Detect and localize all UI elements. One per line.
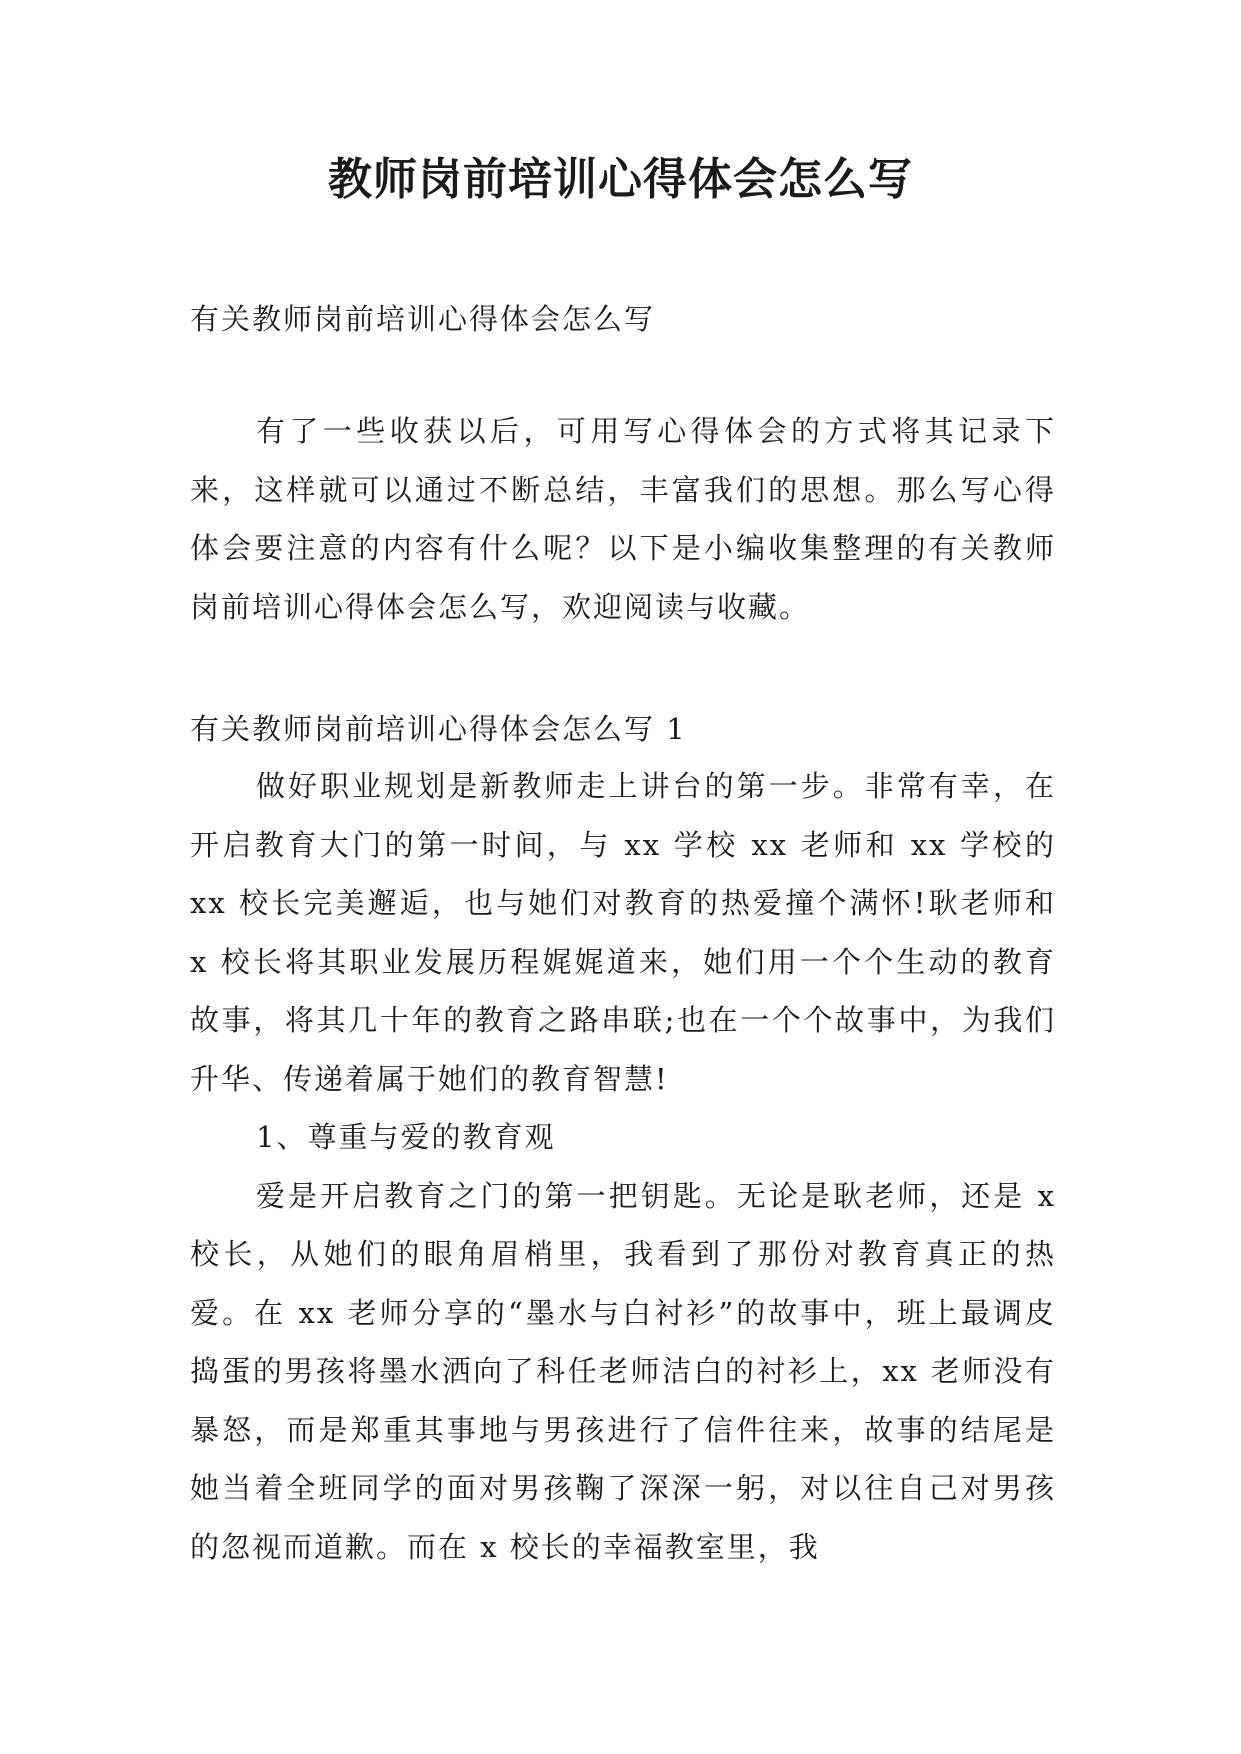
document-title: 教师岗前培训心得体会怎么写 (328, 154, 913, 205)
section-body (190, 757, 1056, 1576)
body-paragraph: 爱是开启教育之门的第一把钥匙。无论是耿老师，还是 x 校长，从她们的眼角眉梢里，我看到了那份对教育真正的热爱。在 xx 老师分享的“墨水与白衬衫”的故事中，班上最调皮捣蛋的男孩将墨水洒向了科任老师洁白的衬衫上，xx 老师没有暴怒，而是郑重其事地与男孩进行了信件往来，故事的结尾是她当着全班同学的面对男孩鞠了深深一躬，对以往自己对男孩的忽视而道歉。而在 x 校长的幸福教室里，我 (190, 1178, 1056, 1564)
subsection-heading: 1、尊重与爱的教育观 (256, 1120, 556, 1154)
section-heading: 有关教师岗前培训心得体会怎么写 1 (190, 712, 687, 746)
body-paragraph: 做好职业规划是新教师走上讲台的第一步。非常有幸，在开启教育大门的第一时间，与 xx 学校 xx 老师和 xx 学校的 xx 校长完美邂逅，也与她们对教育的热爱撞个满怀!耿老师和 x 校长将其职业发展历程娓娓道来，她们用一个个生动的教育故事，将其几十年的教育之路串联;也在一个个故事中，为我们升华、传递着属于她们的教育智慧! (190, 769, 1056, 1096)
intro-paragraph: 有了一些收获以后，可用写心得体会的方式将其记录下来，这样就可以通过不断总结，丰富我们的思想。那么写心得体会要注意的内容有什么呢？以下是小编收集整理的有关教师岗前培训心得体会怎么写，欢迎阅读与收藏。 (190, 414, 1056, 624)
document-subtitle: 有关教师岗前培训心得体会怎么写 (190, 302, 656, 336)
